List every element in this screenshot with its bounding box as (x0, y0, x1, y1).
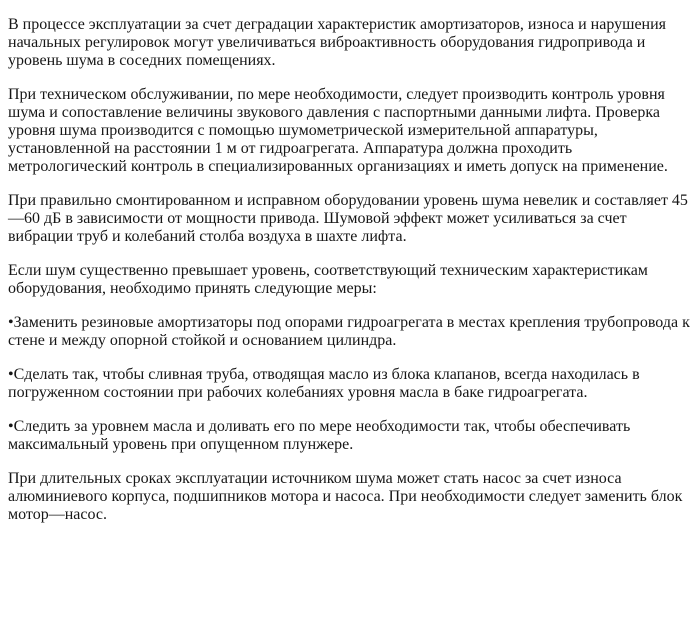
document-page (8, 16, 692, 524)
bullet-icon: • (8, 366, 14, 383)
list-item-text: Следить за уровнем масла и доливать его по мере необходимости так, чтобы обеспечивать максимальный уровень при опущенном плунжере. (8, 418, 631, 453)
list-item (8, 366, 692, 402)
bullet-icon: • (8, 418, 14, 435)
list-item (8, 418, 692, 454)
paragraph-pump-wear: При длительных сроках эксплуатации источником шума может стать насос за счет износа алюминиевого корпуса, подшипников мотора и насоса. При необходимости следует заменить блок мотор—насос. (8, 470, 683, 523)
bullet-icon: • (8, 314, 14, 331)
list-item-text: Заменить резиновые амортизаторы под опорами гидроагрегата в местах крепления трубопровода к стене и между опорной стойкой и основанием цилиндра. (8, 314, 690, 349)
list-item (8, 314, 692, 350)
list-item-text: Сделать так, чтобы сливная труба, отводящая масло из блока клапанов, всегда находилась в погруженном состоянии при рабочих колебаниях уровня масла в баке гидроагрегата. (8, 366, 640, 401)
paragraph-maintenance: При техническом обслуживании, по мере необходимости, следует производить контроль уровня шума и сопоставление величины звукового давления с паспортными данными лифта. Проверка уровня шума производится с помощью шумометрической измерительной аппаратуры, установленной на расстоянии 1 м от гидроагрегата. Аппаратура должна проходить метрологический контроль в специализированных организациях и иметь допуск на применение. (8, 86, 668, 175)
measures-list (8, 314, 692, 454)
paragraph-degradation: В процессе эксплуатации за счет деградации характеристик амортизаторов, износа и нарушения начальных регулировок могут увеличиваться виброактивность оборудования гидропривода и уровень шума в соседних помещениях. (8, 16, 667, 69)
paragraph-measures-intro: Если шум существенно превышает уровень, соответствующий техническим характеристикам оборудования, необходимо принять следующие меры: (8, 262, 648, 297)
paragraph-noise-level: При правильно смонтированном и исправном оборудовании уровень шума невелик и составляет 45—60 дБ в зависимости от мощности привода. Шумовой эффект может усиливаться за счет вибрации труб и колебаний столба воздуха в шахте лифта. (8, 192, 688, 245)
